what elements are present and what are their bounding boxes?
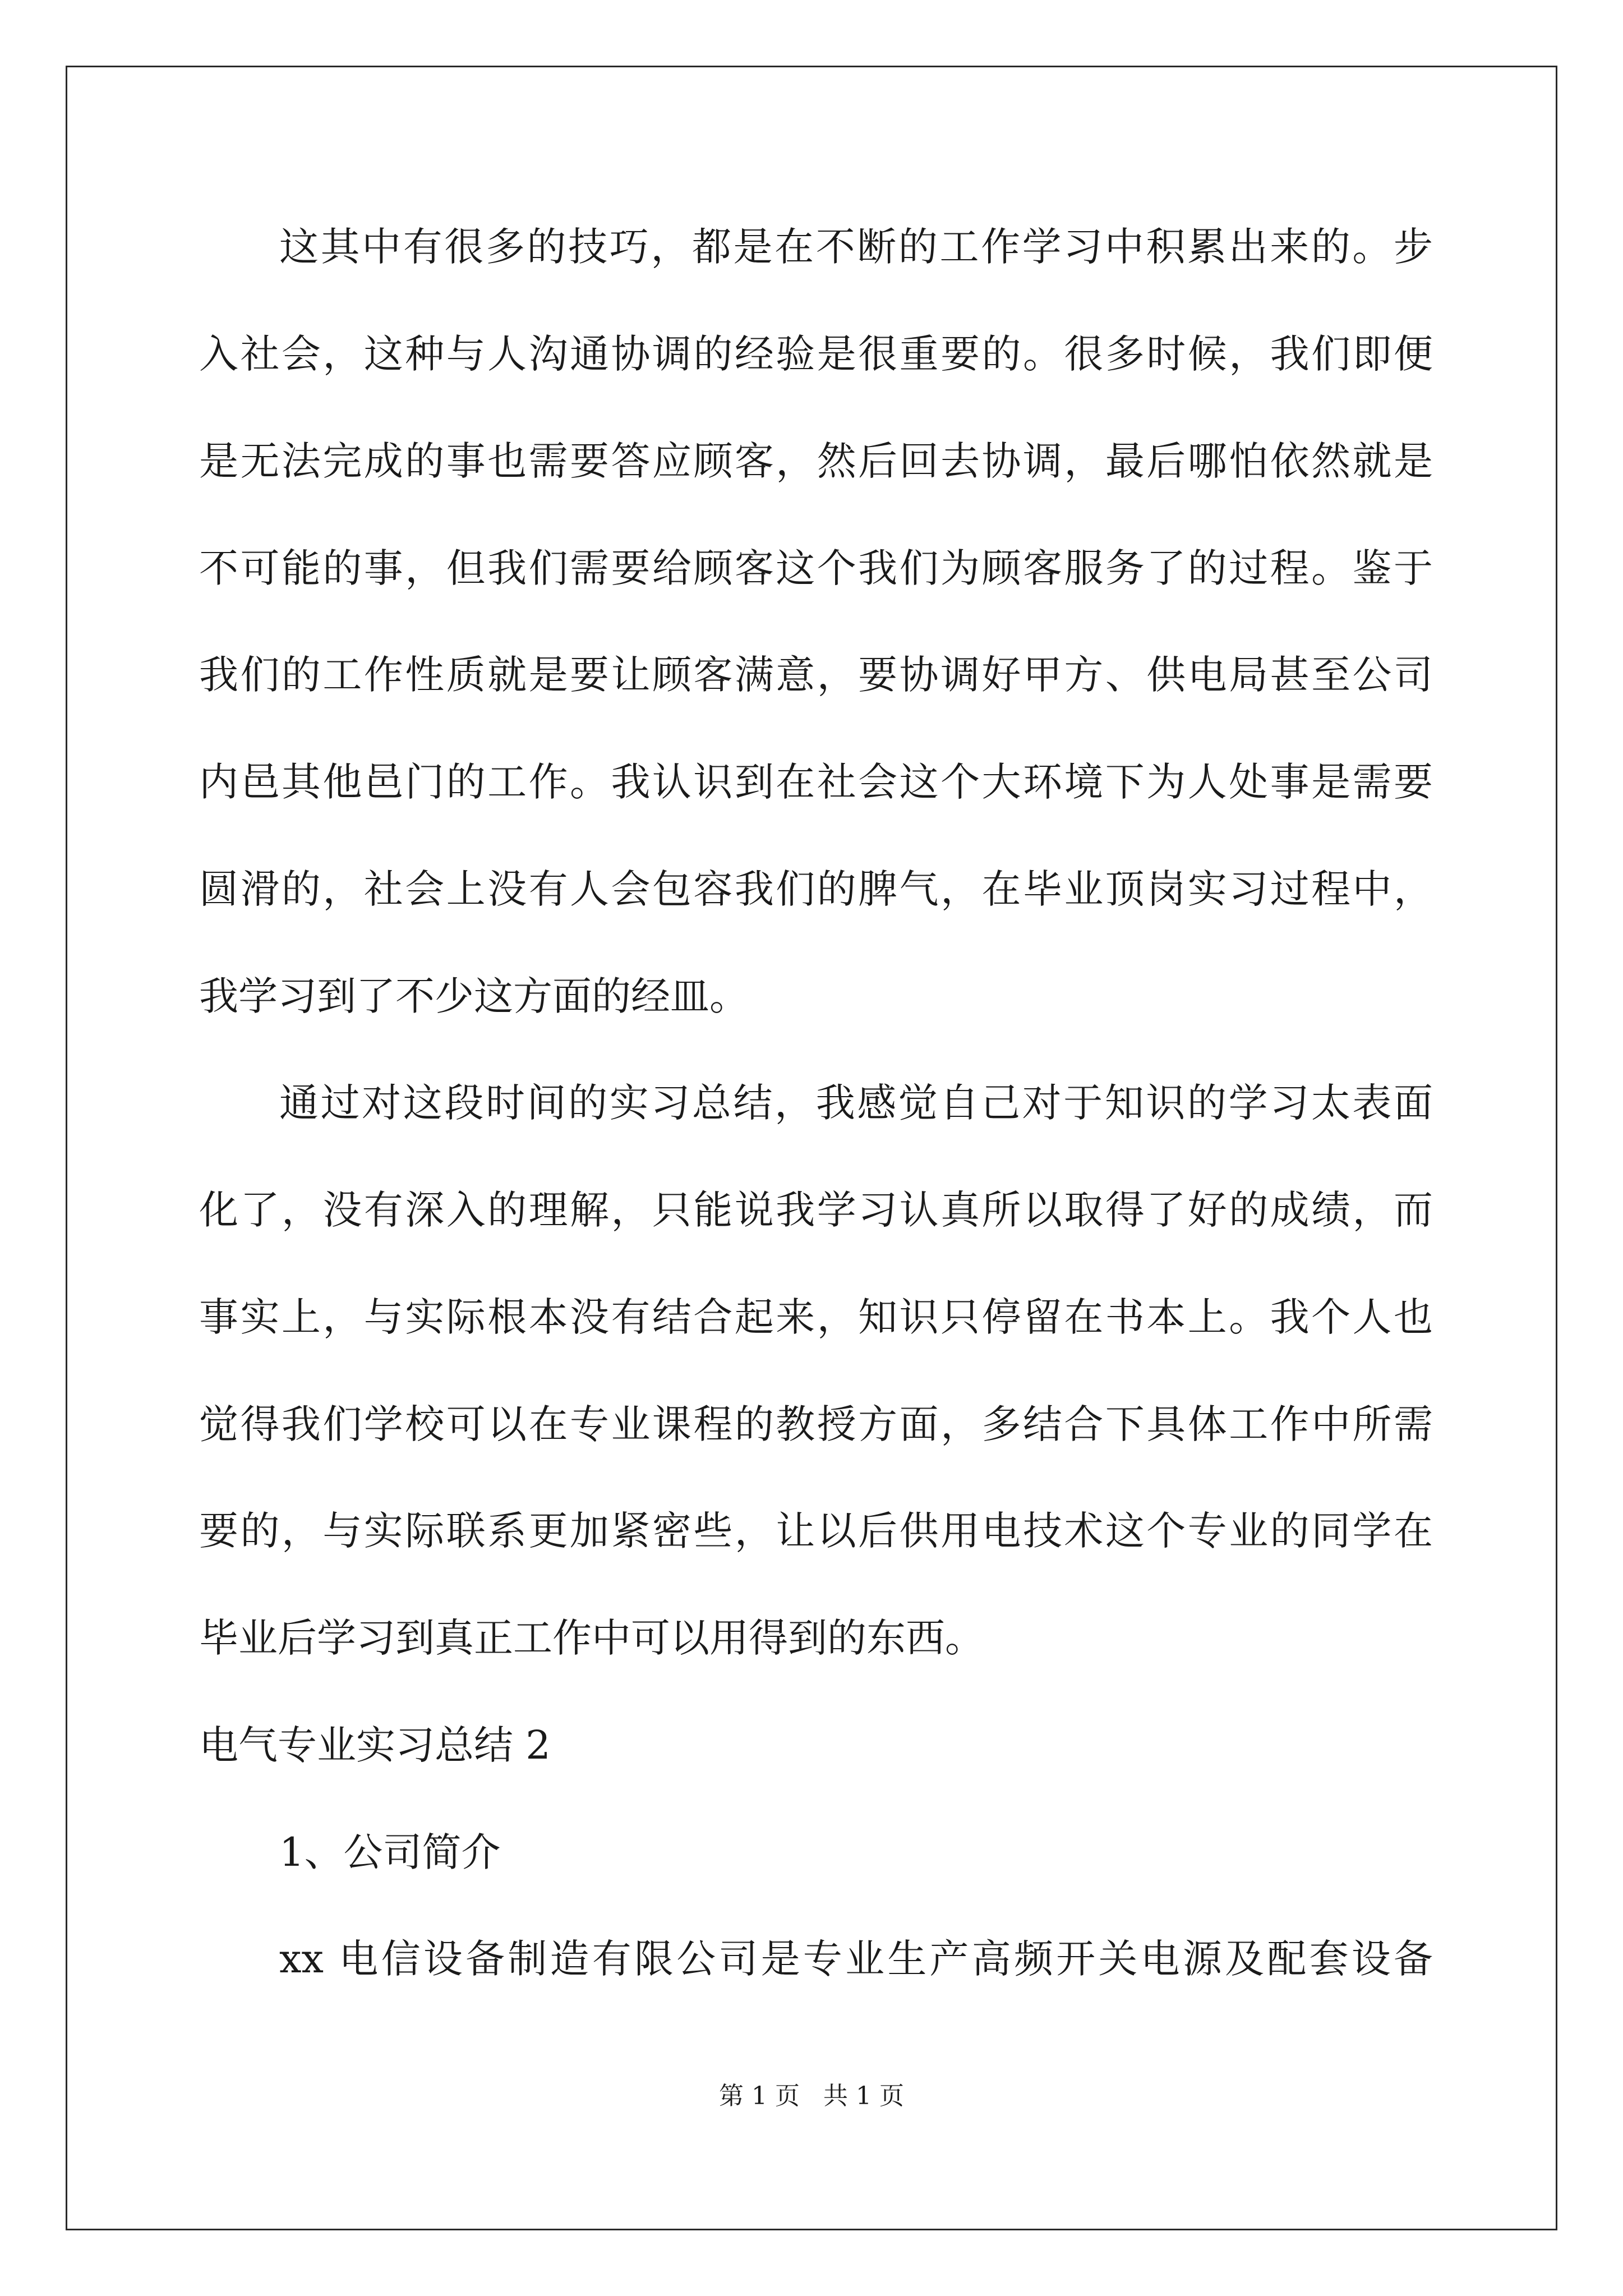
paragraph-line: 通过对这段时间的实习总结，我感觉自己对于知识的学习太表面 bbox=[279, 1080, 1433, 1126]
paragraph-line: 化了，没有深入的理解，只能说我学习认真所以取得了好的成绩，而 bbox=[199, 1187, 1433, 1233]
paragraph-line: 内⾢其他⾢门的工作。我认识到在社会这个大环境下为人处事是需要 bbox=[199, 759, 1433, 805]
paragraph-line: 要的，与实际联系更加紧密些，让以后供用电技术这个专业的同学在 bbox=[199, 1508, 1433, 1554]
paragraph-line: 我学习到了不少这方面的经⽫。 bbox=[199, 973, 749, 1019]
page-number-footer: 第 1 页 共 1 页 bbox=[719, 2082, 904, 2110]
paragraph-line: 毕业后学习到真正工作中可以用得到的东西。 bbox=[199, 1615, 984, 1661]
paragraph-line: 事实上，与实际根本没有结合起来，知识只停留在书本上。我个人也 bbox=[199, 1294, 1433, 1340]
page-border bbox=[66, 66, 1557, 2230]
paragraph-line: 不可能的事，但我们需要给顾客这个我们为顾客服务了的过程。鉴于 bbox=[199, 545, 1433, 591]
paragraph-line: 入社会，这种与人沟通协调的经验是很重要的。很多时候，我们即便 bbox=[199, 331, 1433, 377]
paragraph-line: 圆滑的，社会上没有人会包容我们的脾气，在毕业顶岗实习过程中， bbox=[199, 866, 1433, 912]
paragraph-line: 我们的工作性质就是要让顾客满意，要协调好甲方、供电局甚至公司 bbox=[199, 652, 1433, 698]
paragraph-line: xx 电信设备制造有限公司是专业生产高频开关电源及配套设备 bbox=[279, 1936, 1433, 1982]
subsection-heading: 1、公司简介 bbox=[279, 1829, 501, 1875]
paragraph-line: 这其中有很多的技巧，都是在不断的工作学习中积累出来的。步 bbox=[279, 224, 1433, 270]
paragraph-line: 是无法完成的事也需要答应顾客，然后回去协调，最后哪怕依然就是 bbox=[199, 438, 1433, 484]
paragraph-line: 觉得我们学校可以在专业课程的教授方面，多结合下具体工作中所需 bbox=[199, 1401, 1433, 1447]
section-heading: 电气专业实习总结 2 bbox=[199, 1722, 551, 1768]
